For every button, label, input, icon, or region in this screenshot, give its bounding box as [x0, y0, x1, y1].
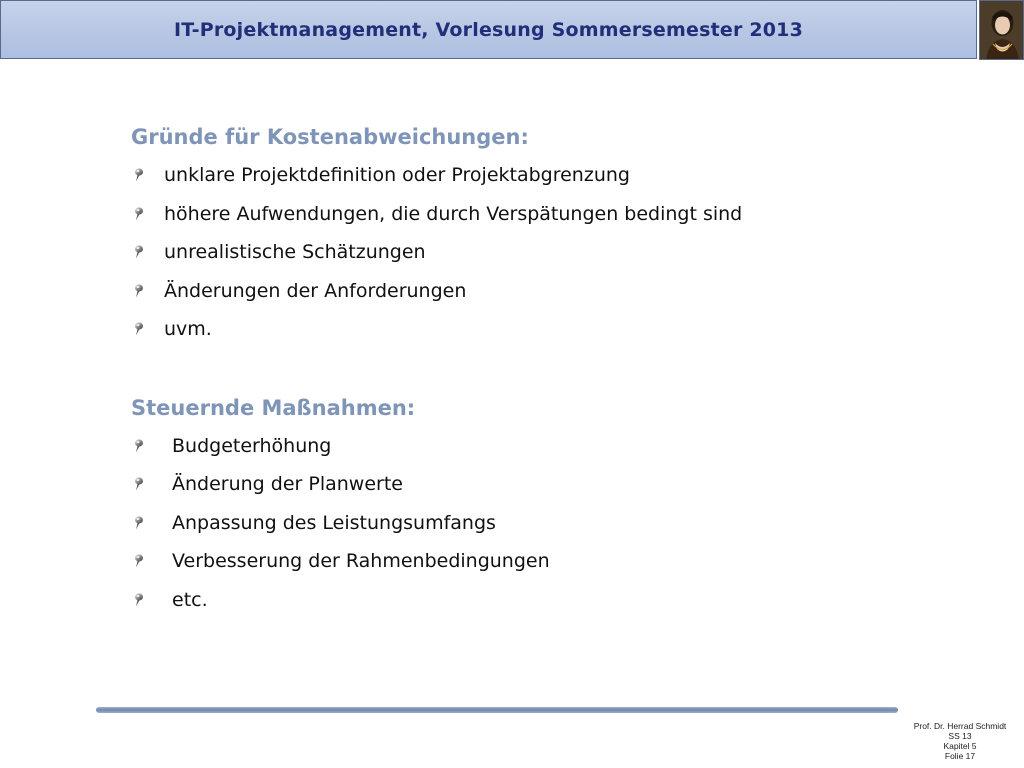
footer-author: Prof. Dr. Herrad Schmidt [913, 721, 1007, 731]
list-item: Änderung der Planwerte [131, 465, 991, 504]
list-item: Budgeterhöhung [131, 427, 991, 466]
pushpin-icon [133, 284, 144, 298]
slide-content [131, 118, 991, 619]
slide-footer [905, 721, 1015, 761]
list-item: unklare Projektdefinition oder Projektabgrenzung [131, 156, 991, 195]
list-item: Anpassung des Leistungsumfangs [131, 504, 991, 543]
pushpin-icon [133, 168, 144, 182]
reasons-list [131, 156, 991, 349]
pushpin-icon [133, 516, 144, 530]
pushpin-icon [133, 245, 144, 259]
pushpin-icon [133, 593, 144, 607]
section-heading-measures: Steuernde Maßnahmen: [131, 395, 416, 420]
portrait-image [979, 0, 1024, 60]
list-item: Verbesserung der Rahmenbedingungen [131, 542, 991, 581]
measures-list [131, 427, 991, 620]
slide-title: IT-Projektmanagement, Vorlesung Sommersemester 2013 [173, 18, 804, 41]
footer-divider [96, 706, 898, 714]
list-item: etc. [131, 581, 991, 620]
footer-slide-number: Folie 17 [944, 751, 976, 761]
pushpin-icon [133, 322, 144, 336]
section-heading-reasons: Gründe für Kostenabweichungen: [131, 125, 529, 149]
footer-chapter: Kapitel 5 [943, 741, 977, 751]
list-item: uvm. [131, 310, 991, 349]
list-item: Änderungen der Anforderungen [131, 272, 991, 311]
pushpin-icon [133, 207, 144, 221]
pushpin-icon [133, 477, 144, 491]
slide-header [0, 0, 977, 59]
list-item: höhere Aufwendungen, die durch Verspätungen bedingt sind [131, 195, 991, 234]
pushpin-icon [133, 439, 144, 453]
footer-semester: SS 13 [948, 731, 972, 741]
list-item: unrealistische Schätzungen [131, 233, 991, 272]
pushpin-icon [133, 554, 144, 568]
